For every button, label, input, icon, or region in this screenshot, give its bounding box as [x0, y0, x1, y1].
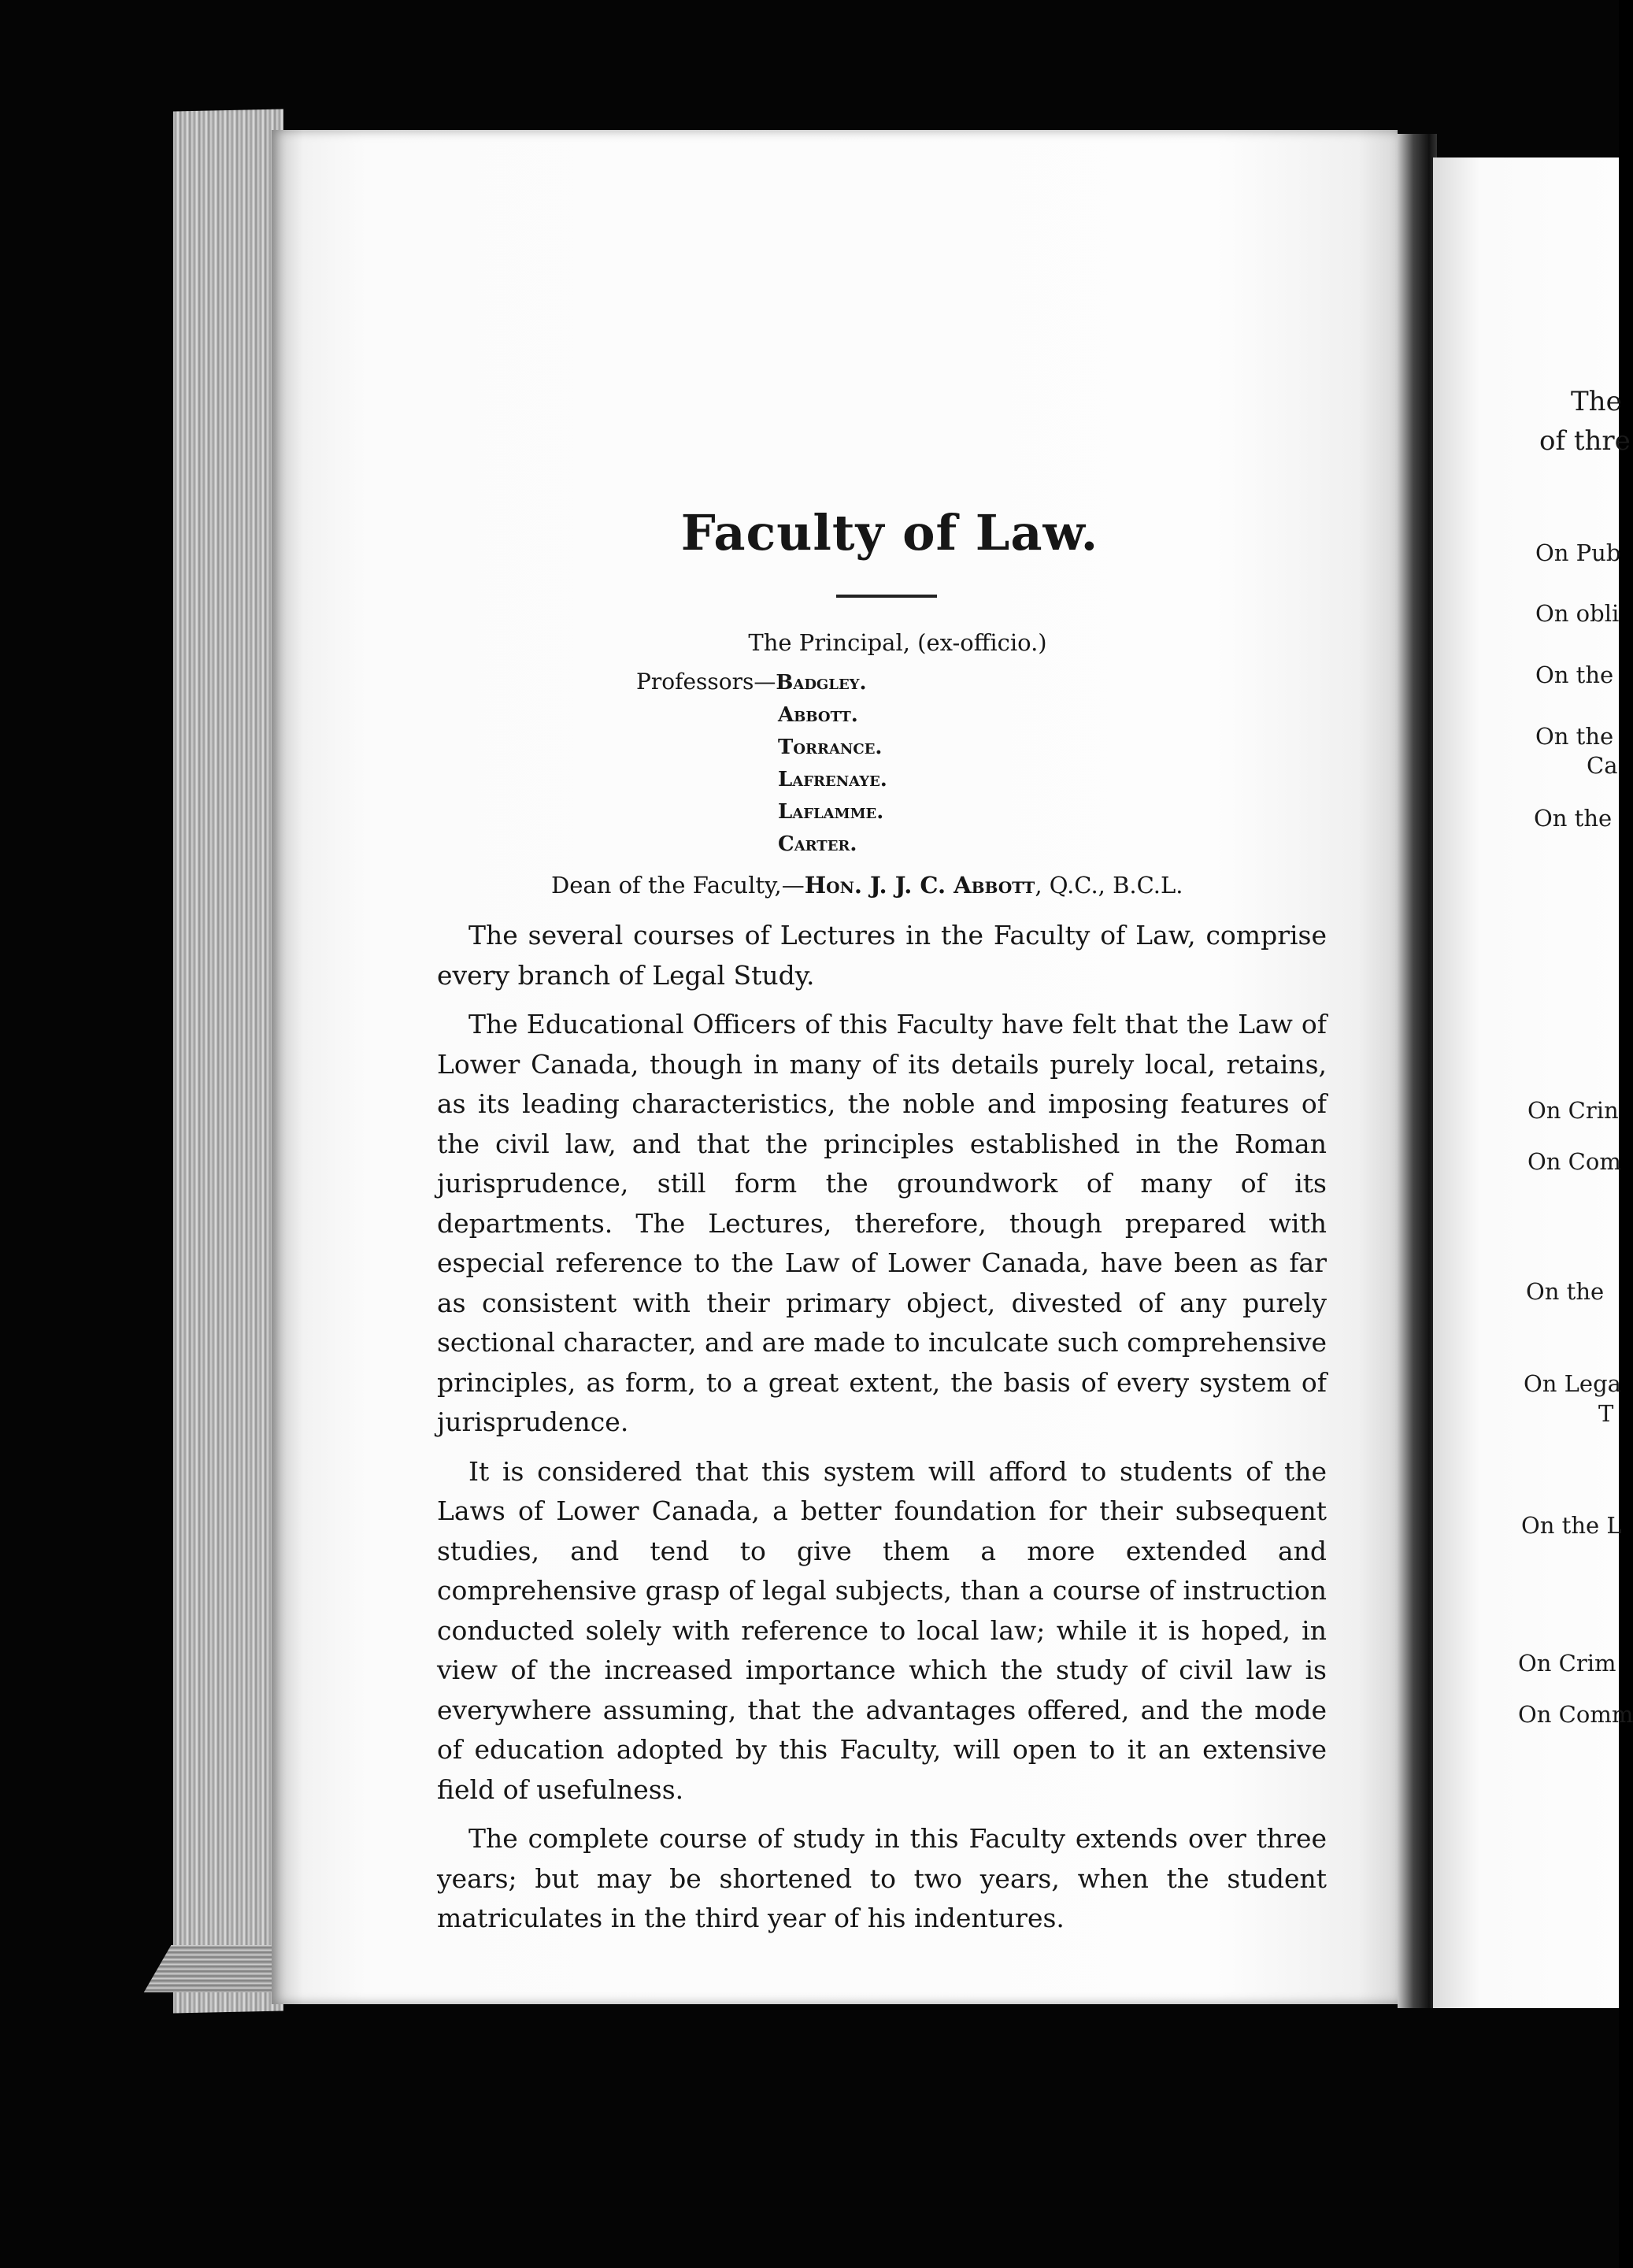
body-paragraph: The several courses of Lectures in the Faculty of Law, comprise every branch of Legal Study.	[437, 920, 1327, 991]
dean-name: Hon. J. J. C. Abbott	[804, 872, 1035, 899]
book-page-edges	[173, 109, 283, 2014]
principal-line: The Principal, (ex-officio.)	[748, 629, 1047, 656]
professor-name: Carter.	[778, 832, 857, 856]
professor-name: Abbott.	[778, 703, 858, 727]
book-gutter	[1398, 134, 1437, 2008]
dean-suffix: , Q.C., B.C.L.	[1035, 872, 1183, 899]
left-page-text	[437, 504, 1327, 1948]
professor-name: Laflamme.	[778, 800, 884, 824]
professor-name: Torrance.	[778, 736, 883, 759]
professor-name: Lafrenaye.	[778, 768, 887, 791]
right-page-fragment: T	[1598, 1400, 1614, 1427]
right-page-fragment: On Com	[1527, 1148, 1621, 1175]
right-page-fragment: On Crin	[1527, 1097, 1619, 1124]
right-page-fragment: Ca	[1587, 752, 1618, 779]
professor-name: Badgley.	[776, 671, 867, 695]
right-page-fragment: On the L	[1521, 1512, 1622, 1539]
right-page-fragment: On the	[1534, 805, 1613, 832]
title-rule	[836, 595, 937, 598]
right-page-fragment: The	[1571, 386, 1622, 417]
professors-label: Professors—	[636, 669, 776, 695]
right-page-fragment: On the	[1526, 1278, 1605, 1305]
right-page-fragment: On the	[1535, 723, 1614, 750]
professors-lead-line	[636, 665, 1327, 699]
right-page-fragment: On Pub	[1535, 539, 1621, 566]
dean-prefix: Dean of the Faculty,—	[551, 872, 805, 899]
right-page-fragment: On obli	[1535, 600, 1620, 627]
dean-line	[551, 872, 1327, 899]
page-title: Faculty of Law.	[680, 504, 1099, 561]
body-paragraph: The Educational Officers of this Faculty have felt that the Law of Lower Canada, though in many of its details purely local, retains, as its leading characteristics, the noble and imposing features of the civil law, and that the principles established in the Roman jurisprudence, still form the groundwork of many of its departments. The Lectures, therefore, though prepared with especial reference to the Law of Lower Canada, have been as far as consistent with their primary object, divested of any purely sectional character, and are made to inculcate such comprehensive principles, as form, to a great extent, the basis of every system of jurisprudence.	[437, 1009, 1327, 1437]
professors-list	[636, 665, 1327, 861]
body-paragraph: The complete course of study in this Faculty extends over three years; but may be shortened to two years, when the student matriculates in the third year of his indentures.	[437, 1823, 1327, 1933]
right-page-fragment: On Lega	[1524, 1370, 1621, 1397]
right-page-fragment: of thre	[1539, 425, 1631, 457]
right-page-fragment: On Comm	[1518, 1701, 1633, 1728]
body-paragraph: It is considered that this system will afford to students of the Laws of Lower Canada, a better foundation for their subsequent studies, and tend to give them a more extended and comprehensive grasp of legal subjects, than a course of instruction conducted solely with reference to local law; while it is hoped, in view of the increased importance which the study of civil law is everywhere assuming, that the advantages offered, and the mode of education adopted by this Faculty, will open to it an extensive field of usefulness.	[437, 1455, 1327, 1805]
right-page-fragment: On the	[1535, 662, 1614, 688]
right-page-fragment: On Crim	[1518, 1650, 1616, 1677]
